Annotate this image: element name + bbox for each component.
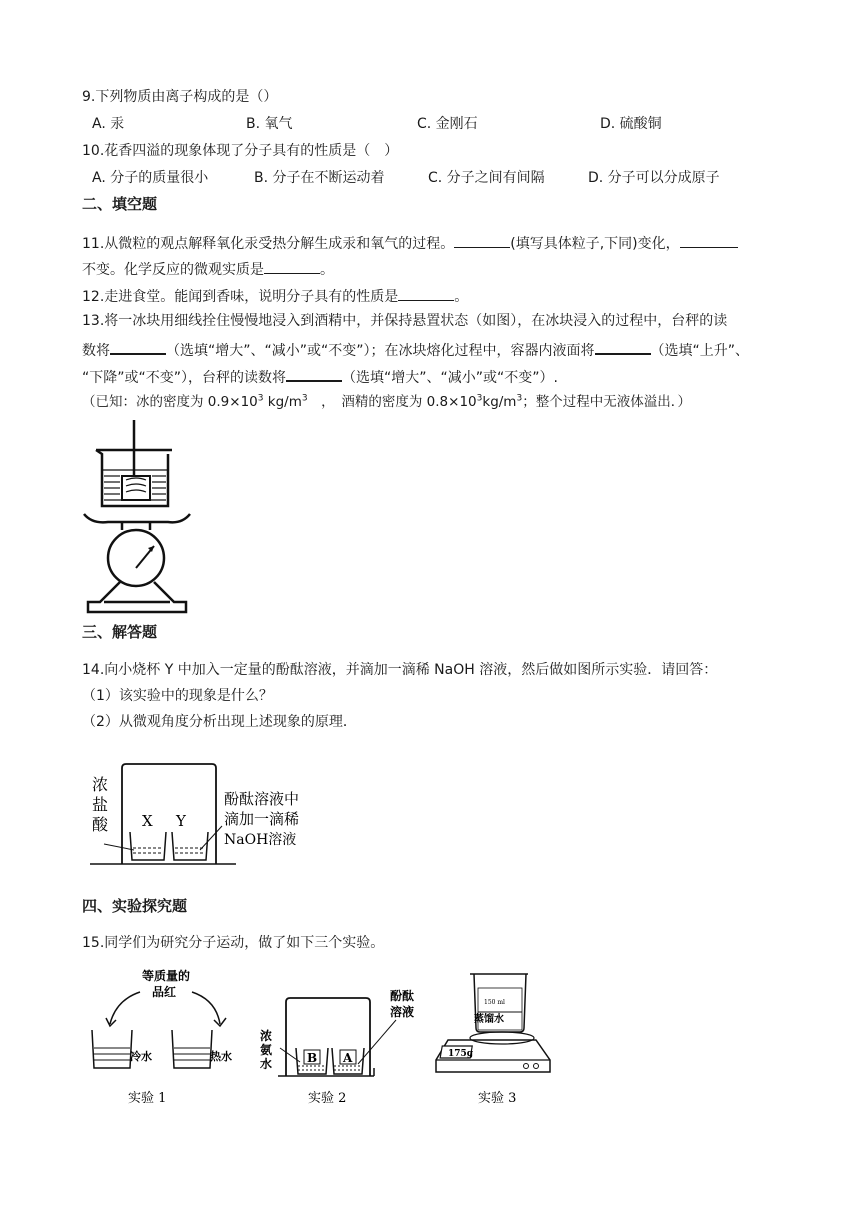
answer-blank[interactable] bbox=[595, 339, 651, 355]
exp1-top-1: 等质量的 bbox=[142, 969, 191, 983]
q14-line1: 14.向小烧杯 Y 中加入一定量的酚酞溶液，并滴加一滴稀 NaOH 溶液，然后做如图所示实验．请回答： bbox=[82, 662, 718, 678]
fig-label-right-1: 酚酞溶液中 bbox=[224, 790, 300, 808]
ice-scale-figure bbox=[82, 418, 192, 614]
q11-text-1: 11.从微粒的观点解释氧化汞受热分解生成汞和氧气的过程。 bbox=[82, 236, 455, 252]
q11-text-4: 。 bbox=[320, 262, 334, 278]
section-heading-fill-blank: 二、填空题 bbox=[82, 195, 158, 213]
exp2-left-1: 浓 bbox=[260, 1029, 273, 1043]
superscript: 3 bbox=[516, 393, 523, 404]
exp2-right-1: 酚酞 bbox=[390, 989, 415, 1003]
q13-known-4: kg/m bbox=[482, 394, 517, 410]
exp2-right-2: 溶液 bbox=[390, 1005, 415, 1019]
beaker-y-label: Y bbox=[176, 812, 186, 830]
q11-line1 bbox=[82, 233, 738, 253]
q13-text-2c: （选填“上升”、 bbox=[650, 343, 750, 359]
q9-option-c: C. 金刚石 bbox=[417, 116, 478, 132]
section-heading-answer: 三、解答题 bbox=[82, 623, 158, 641]
fig-label-right-2: 滴加一滴稀 bbox=[224, 810, 300, 828]
q12-text-2: 。 bbox=[454, 289, 469, 305]
exp2-caption: 实验 2 bbox=[308, 1091, 347, 1106]
exp2-left-2: 氨 bbox=[260, 1043, 273, 1057]
exp1-caption: 实验 1 bbox=[128, 1091, 167, 1106]
q11-text-2: (填写具体粒子,下同)变化， bbox=[510, 236, 680, 252]
q12-line bbox=[82, 286, 468, 306]
q11-line2 bbox=[82, 259, 334, 279]
q12-text-1: 12.走进食堂。能闻到香味，说明分子具有的性质是 bbox=[82, 289, 399, 305]
q13-known-2: kg/m bbox=[263, 394, 302, 410]
section-heading-experiment: 四、实验探究题 bbox=[82, 897, 188, 915]
q13-line2 bbox=[82, 339, 749, 360]
q10-stem: 10.花香四溢的现象体现了分子具有的性质是（ ） bbox=[82, 143, 399, 159]
q13-text-2a: 数将 bbox=[82, 343, 110, 359]
q10-option-d: D. 分子可以分成原子 bbox=[588, 170, 720, 186]
experiment-1-figure bbox=[80, 964, 250, 1110]
exp3-distilled-water: 蒸馏水 bbox=[474, 1014, 504, 1025]
q13-text-2b: （选填“增大”、“减小”或“不变”）；在冰块熔化过程中，容器内液面将 bbox=[166, 343, 595, 359]
q13-known-3: ， 酒精的密度为 0.8×10 bbox=[307, 394, 477, 410]
experiment-2-figure bbox=[256, 978, 426, 1110]
q13-text-3b: （选填“增大”、“减小”或“不变”）. bbox=[342, 370, 558, 386]
q11-text-3: 不变。化学反应的微观实质是 bbox=[82, 262, 264, 278]
answer-blank[interactable] bbox=[680, 233, 738, 248]
q9-option-b: B. 氧气 bbox=[246, 116, 293, 132]
q13-line3 bbox=[82, 366, 558, 387]
q10-option-c: C. 分子之间有间隔 bbox=[428, 170, 545, 186]
exp1-top-2: 品红 bbox=[152, 985, 177, 999]
beaker-volume-mark: 150 ml bbox=[484, 999, 505, 1006]
answer-blank[interactable] bbox=[398, 286, 454, 301]
superscript: 3 bbox=[257, 393, 264, 404]
q9-stem: 9.下列物质由离子构成的是（） bbox=[82, 89, 278, 105]
beaker-x-label: X bbox=[142, 812, 153, 830]
exp2-left-3: 水 bbox=[260, 1057, 273, 1071]
q13-text-3a: “下降”或“不变”），台秤的读数将 bbox=[82, 370, 287, 386]
superscript: 3 bbox=[301, 393, 308, 404]
exp1-cold-water: 冷水 bbox=[130, 1050, 152, 1063]
q14-line2: （1）该实验中的现象是什么？ bbox=[82, 688, 273, 704]
exp1-hot-water: 热水 bbox=[210, 1050, 232, 1063]
exp3-caption: 实验 3 bbox=[478, 1091, 517, 1106]
answer-blank[interactable] bbox=[110, 339, 166, 355]
superscript: 3 bbox=[476, 393, 483, 404]
experiment-3-figure bbox=[430, 968, 560, 1110]
q13-known-1: （已知：冰的密度为 0.9×10 bbox=[82, 394, 258, 410]
q15-line1: 15.同学们为研究分子运动，做了如下三个实验。 bbox=[82, 935, 385, 951]
q9-option-d: D. 硫酸铜 bbox=[600, 116, 662, 132]
answer-blank[interactable] bbox=[454, 233, 510, 248]
fig-label-right-3: NaOH溶液 bbox=[224, 832, 297, 848]
beaker-bell-figure bbox=[86, 760, 326, 872]
fig-label-left-2: 盐 bbox=[92, 795, 109, 814]
q10-option-b: B. 分子在不断运动着 bbox=[254, 170, 385, 186]
beaker-a-label: A bbox=[343, 1051, 353, 1065]
answer-blank[interactable] bbox=[264, 259, 320, 274]
q13-line4 bbox=[82, 393, 691, 411]
fig-label-left-3: 酸 bbox=[92, 815, 109, 834]
q13-line1: 13.将一冰块用细线拴住慢慢地浸入到酒精中，并保持悬置状态（如图），在冰块浸入的过程中，台秤的读 bbox=[82, 313, 728, 329]
scale-reading: 175g bbox=[448, 1049, 474, 1059]
q14-line3: （2）从微观角度分析出现上述现象的原理． bbox=[82, 714, 357, 730]
fig-label-left-1: 浓 bbox=[92, 775, 109, 794]
q10-option-a: A. 分子的质量很小 bbox=[92, 170, 209, 186]
answer-blank[interactable] bbox=[286, 366, 342, 382]
q13-known-5: ；整个过程中无液体溢出．） bbox=[522, 394, 691, 410]
beaker-b-label: B bbox=[307, 1051, 318, 1065]
q9-option-a: A. 汞 bbox=[92, 116, 125, 132]
